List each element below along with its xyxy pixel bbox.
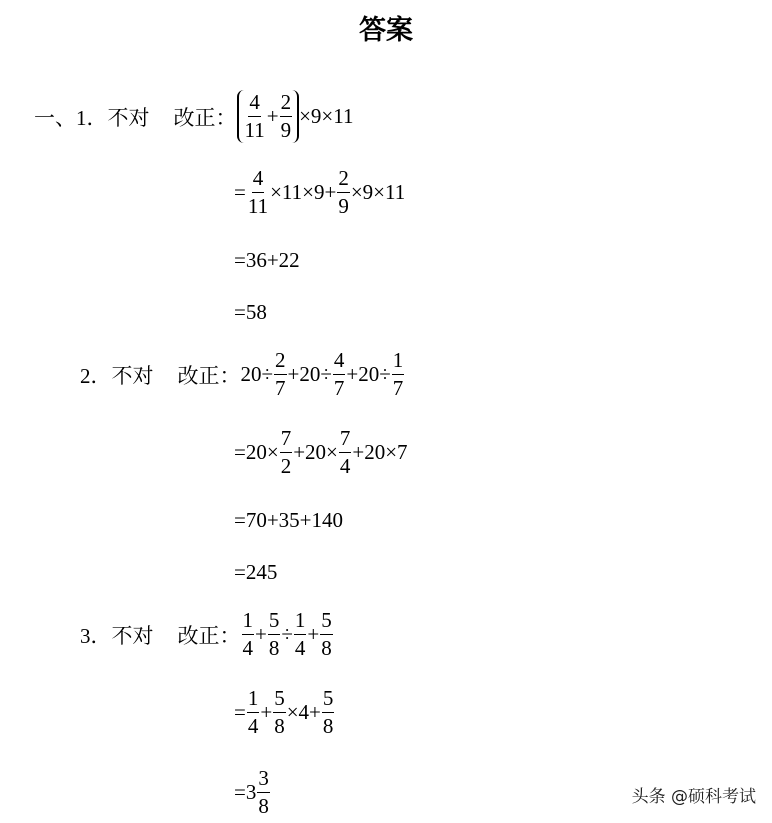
fraction: $\frac{1}{7}$	[392, 348, 404, 400]
q3-line-1: 3．不对 改正： $\frac{1}{4}$ + $\frac{5}{8}$ ÷ $\frac{1}{4}$ + $\frac{5}{8}$	[80, 608, 332, 660]
q1-line-4: =58	[234, 300, 267, 324]
q3-label: 3．不对	[80, 623, 154, 648]
q1-tail: ×9×11	[299, 104, 354, 128]
q1-line-2: = $\frac{4}{11}$ ×11×9+ $\frac{2}{9}$ ×9×11	[234, 166, 406, 218]
q2-line-2: =20× $\frac{7}{2}$ +20× $\frac{7}{4}$ +20×7	[234, 426, 408, 478]
fraction: $\frac{4}{11}$	[244, 90, 265, 142]
fraction: $\frac{7}{4}$	[339, 426, 351, 478]
fraction: $\frac{5}{8}$	[321, 608, 332, 660]
fraction: $\frac{5}{8}$	[268, 608, 280, 660]
q2-fix-label: 改正：	[177, 363, 241, 388]
fraction: $\frac{1}{4}$	[294, 608, 306, 660]
fraction: $\frac{5}{8}$	[322, 686, 334, 738]
q1-fix-label: 改正：	[173, 105, 237, 130]
q1-parenthesis: $\frac{4}{11}$ + $\frac{2}{9}$	[237, 90, 300, 143]
fraction: $\frac{7}{2}$	[280, 426, 292, 478]
q2-label: 2．不对	[80, 363, 154, 388]
q3-line-2: = $\frac{1}{4}$ + $\frac{5}{8}$ ×4+ $\frac{5}{8}$	[234, 686, 334, 738]
fraction: $\frac{2}{7}$	[275, 348, 286, 400]
fraction: $\frac{4}{7}$	[333, 348, 345, 400]
q1-label: 一、1．不对	[34, 105, 150, 130]
fraction: $\frac{3}{8}$	[258, 766, 269, 818]
fraction: $\frac{2}{9}$	[338, 166, 349, 218]
watermark: 头条 @硕科考试	[631, 787, 756, 807]
fraction: $\frac{5}{8}$	[274, 686, 285, 738]
fraction: $\frac{1}{4}$	[247, 686, 259, 738]
q2-line-1: 2．不对 改正： 20÷ $\frac{2}{7}$ +20÷ $\frac{4}{7}$ +20÷ $\frac{1}{7}$	[80, 348, 404, 400]
q2-line-3: =70+35+140	[234, 508, 344, 532]
q2-line-4: =245	[234, 560, 278, 584]
fraction: $\frac{4}{11}$	[247, 166, 269, 218]
q1-line-1	[34, 90, 354, 143]
q3-fix-label: 改正：	[177, 623, 241, 648]
q3-line-3: =3 $\frac{3}{8}$	[234, 766, 269, 818]
page-title: 答案	[359, 15, 413, 46]
fraction: $\frac{2}{9}$	[280, 90, 292, 142]
q1-line-3: =36+22	[234, 248, 300, 272]
fraction: $\frac{1}{4}$	[242, 608, 253, 660]
